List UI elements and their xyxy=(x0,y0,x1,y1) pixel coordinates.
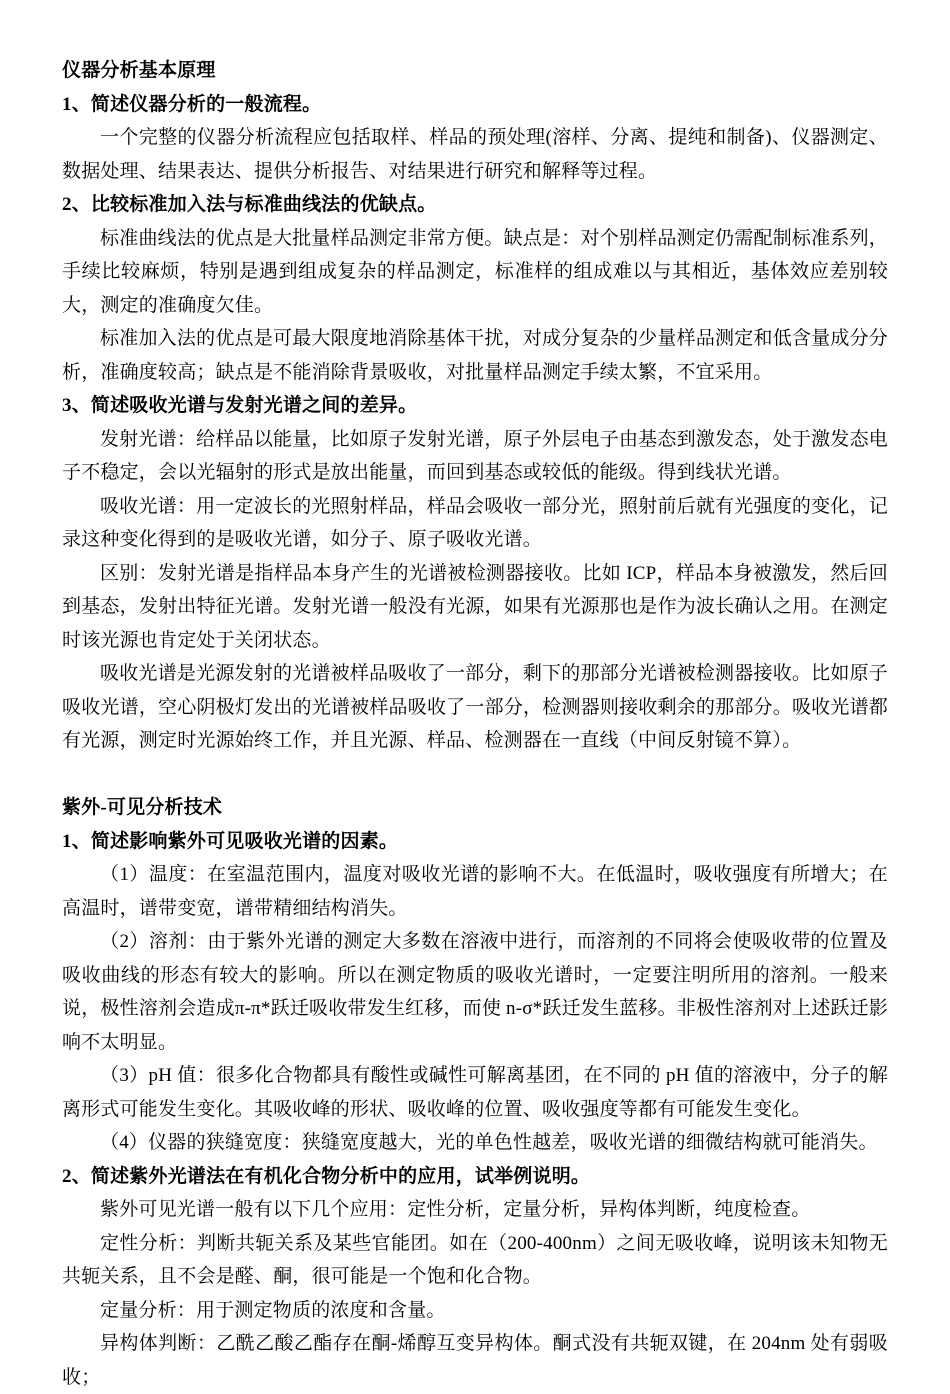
document-content xyxy=(62,54,888,1394)
question-heading: 1、简述仪器分析的一般流程。 xyxy=(62,93,322,115)
question-heading: 1、简述影响紫外可见吸收光谱的因素。 xyxy=(62,830,399,852)
paragraph: （1）温度：在室温范围内，温度对吸收光谱的影响不大。在低温时，吸收强度有所增大；在高温时，谱带变宽，谱带精细结构消失。 xyxy=(62,864,888,919)
question-heading: 2、比较标准加入法与标准曲线法的优缺点。 xyxy=(62,194,437,215)
paragraph: 吸收光谱是光源发射的光谱被样品吸收了一部分，剩下的那部分光谱被检测器接收。比如原子吸收光谱，空心阴极灯发出的光谱被样品吸收了一部分，检测器则接收剩余的那部分。吸收光谱都有光源，测定时光源始终工作，并且光源、样品、检测器在一直线（中间反射镜不算）。 xyxy=(62,663,888,751)
paragraph: 标准加入法的优点是可最大限度地消除基体干扰，对成分复杂的少量样品测定和低含量成分分析，准确度较高；缺点是不能消除背景吸收，对批量样品测定手续太繁，不宜采用。 xyxy=(62,328,888,383)
paragraph: 定性分析：判断共轭关系及某些官能团。如在（200-400nm）之间无吸收峰，说明该未知物无共轭关系，且不会是醛、酮，很可能是一个饱和化合物。 xyxy=(62,1232,888,1287)
paragraph: 一个完整的仪器分析流程应包括取样、样品的预处理(溶样、分离、提纯和制备)、仪器测定、数据处理、结果表达、提供分析报告、对结果进行研究和解释等过程。 xyxy=(62,127,888,182)
paragraph: 区别：发射光谱是指样品本身产生的光谱被检测器接收。比如 ICP，样品本身被激发，然后回到基态，发射出特征光谱。发射光谱一般没有光源，如果有光源那也是作为波长确认之用。在测定时该光源也肯定处于关闭状态。 xyxy=(62,562,888,651)
paragraph: 吸收光谱：用一定波长的光照射样品，样品会吸收一部分光，照射前后就有光强度的变化，记录这种变化得到的是吸收光谱，如分子、原子吸收光谱。 xyxy=(62,495,888,550)
question-heading: 3、简述吸收光谱与发射光谱之间的差异。 xyxy=(62,395,418,416)
section-title: 紫外-可见分析技术 xyxy=(62,797,223,818)
paragraph: （3）pH 值：很多化合物都具有酸性或碱性可解离基团，在不同的 pH 值的溶液中，分子的解离形式可能发生变化。其吸收峰的形状、吸收峰的位置、吸收强度等都有可能发生变化。 xyxy=(62,1065,888,1120)
paragraph: 定量分析：用于测定物质的浓度和含量。 xyxy=(100,1299,446,1321)
paragraph: 标准曲线法的优点是大批量样品测定非常方便。缺点是：对个别样品测定仍需配制标准系列，手续比较麻烦，特别是遇到组成复杂的样品测定，标准样的组成难以与其相近，基体效应差别较大，测定的准确度欠佳。 xyxy=(62,227,888,316)
paragraph: 异构体判断：乙酰乙酸乙酯存在酮-烯醇互变异构体。酮式没有共轭双键，在 204nm 处有弱吸收； xyxy=(62,1333,888,1388)
paragraph: 紫外可见光谱一般有以下几个应用：定性分析，定量分析，异构体判断，纯度检查。 xyxy=(100,1199,811,1220)
paragraph: （4）仪器的狭缝宽度：狭缝宽度越大，光的单色性越差，吸收光谱的细微结构就可能消失。 xyxy=(100,1132,878,1153)
question-heading: 2、简述紫外光谱法在有机化合物分析中的应用，试举例说明。 xyxy=(62,1165,591,1187)
paragraph: （2）溶剂：由于紫外光谱的测定大多数在溶液中进行，而溶剂的不同将会使吸收带的位置及吸收曲线的形态有较大的影响。所以在测定物质的吸收光谱时，一定要注明所用的溶剂。一般来说，极性溶剂会造成π-π*跃迁吸收带发生红移，而使 n-σ*跃迁发生蓝移。非极性溶剂对上述跃迁影响不太明显。 xyxy=(62,931,888,1053)
paragraph: 发射光谱：给样品以能量，比如原子发射光谱，原子外层电子由基态到激发态，处于激发态电子不稳定，会以光辐射的形式是放出能量，而回到基态或较低的能级。得到线状光谱。 xyxy=(62,428,888,483)
section-title: 仪器分析基本原理 xyxy=(62,60,216,81)
